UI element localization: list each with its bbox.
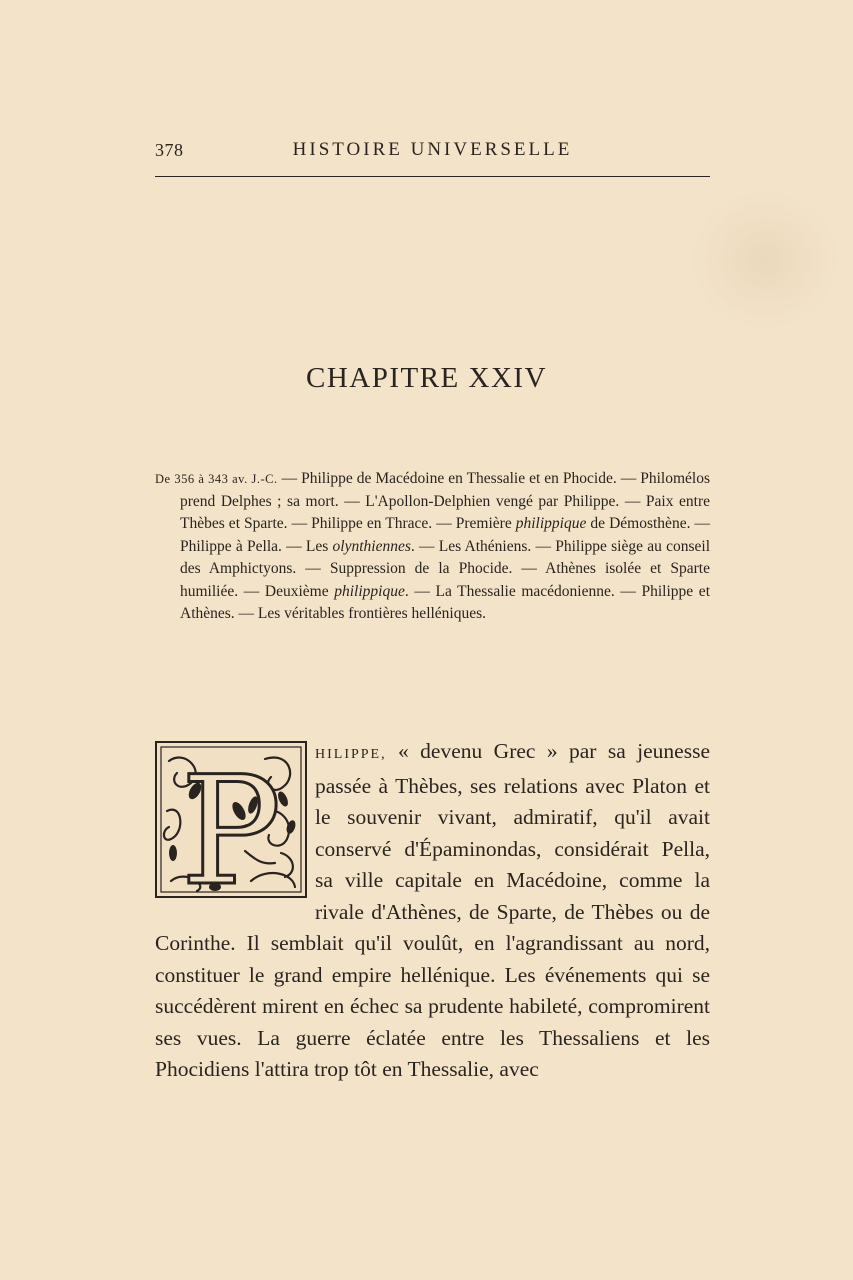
summary-text-4: . — La Thessalie macédonienne. — Philippe et Athènes. — Les véritables frontières helléniques. — [180, 582, 710, 622]
drop-cap-letter: P — [180, 745, 282, 898]
summary-italic-3: philippique — [334, 582, 405, 600]
summary-paragraph — [155, 468, 710, 626]
body-text — [155, 736, 710, 1086]
page-number: 378 — [155, 140, 184, 160]
chapter-summary — [155, 468, 710, 626]
paragraph-text: « devenu Grec » par sa jeunesse passée à Thèbes, ses relations avec Platon et le souvenir vivant, admiratif, qu'il avait conservé d'Épaminondas, considérait Pella, sa ville capitale en Macédoine, comme la rivale d'Athènes, de Sparte, de Thèbes ou de Corinthe. Il semblait qu'il voulût, en l'agrandissant au nord, constituer le grand empire hellénique. Les événements qui se succédèrent mirent en échec sa prudente habileté, compromirent ses vues. La guerre éclatée entre les Thessaliens et les Phocidiens l'attira trop tôt en Thessalie, avec — [155, 739, 710, 1081]
header-rule — [155, 176, 710, 177]
running-title: HISTOIRE UNIVERSELLE — [292, 139, 573, 160]
summary-text-1: — Philippe de Macédoine en Thessalie et en Phocide. — Philomélos prend Delphes ; sa mort. — L'Apollon-Delphien vengé par Philippe. — Paix entre Thèbes et Sparte. — Philippe en Thrace. — Première — [180, 470, 710, 532]
page-header — [155, 138, 710, 164]
drop-cap-spacer — [155, 736, 315, 924]
chapter-title: CHAPITRE XXIV — [305, 362, 548, 394]
opening-caps: HILIPPE, — [315, 747, 387, 762]
summary-italic-1: philippique — [515, 515, 587, 532]
summary-italic-2: olynthiennes — [332, 537, 411, 555]
summary-text-3: . — Les Athéniens. — Philippe siège au conseil des Amphictyons. — Suppression de la Phocide. — Athènes isolée et Sparte humiliée. — Deuxième — [180, 537, 710, 600]
summary-period: De 356 à 343 av. J.-C. — [155, 472, 278, 486]
show-through-stain — [690, 190, 840, 330]
summary-text-2: de Démosthène. — Philippe à Pella. — Les — [180, 515, 710, 555]
